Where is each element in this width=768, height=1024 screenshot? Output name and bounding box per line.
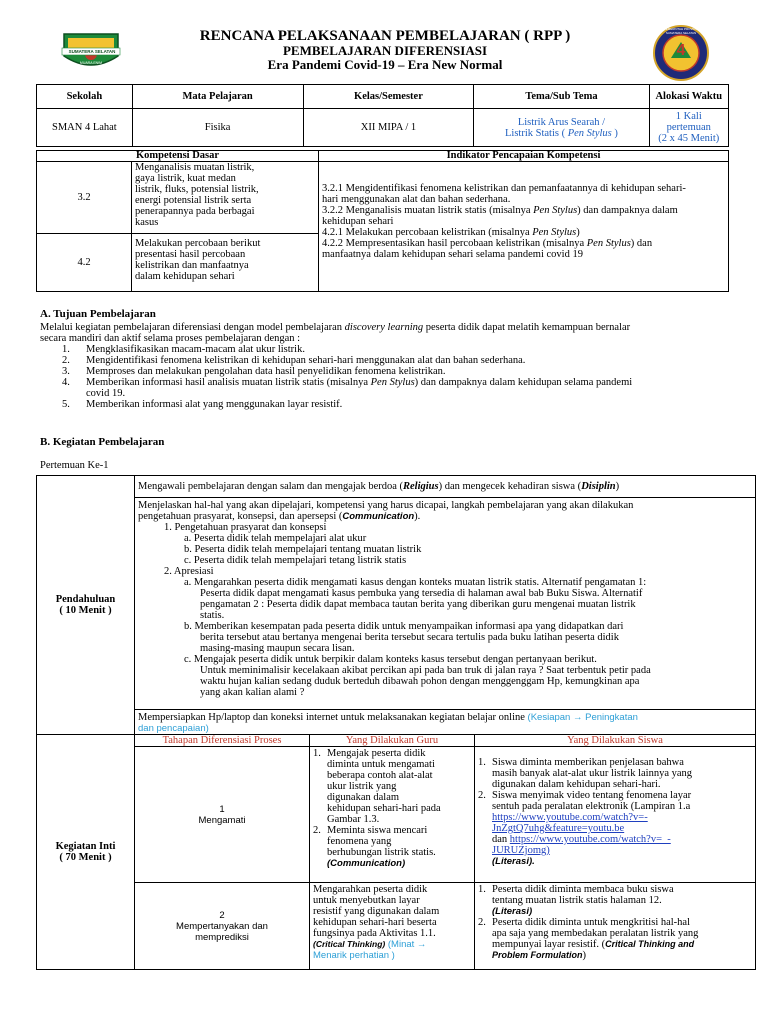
step-2-number: 2 (219, 909, 225, 921)
intro-text: peserta didik dapat melatih kemampuan bernalar (423, 322, 631, 333)
intro-text: Melalui kegiatan pembelajaran diferensiasi dengan model pembelajaran (40, 322, 345, 333)
activities-table (36, 475, 756, 970)
step-2-name: memprediksi (195, 931, 249, 943)
step-2-name: Mempertanyakan dan (176, 920, 268, 932)
student-text: ) (582, 950, 587, 961)
kesiapan-label-cont: dan pencapaian) (138, 723, 209, 734)
section-a-heading: A. Tujuan Pembelajaran (40, 308, 156, 320)
col-header-siswa: Yang Dilakukan Siswa (475, 735, 756, 747)
time-line-2: pertemuan (666, 122, 711, 133)
teacher-line: beberapa contoh alat-alat (327, 770, 433, 781)
ipk-pen-stylus: Pen Stylus (586, 238, 631, 249)
section-a-intro (40, 322, 740, 333)
apersepsi-title: 2. Apresiasi (164, 566, 214, 577)
intro-row-2 (135, 498, 756, 710)
teacher-line: Meminta siswa mencari (327, 825, 428, 836)
teacher-line: diminta untuk mengamati (327, 759, 435, 770)
class-value: XII MIPA / 1 (303, 109, 474, 147)
kd1-line: penerapannya pada berbagai (135, 206, 255, 217)
step-1-cell (135, 747, 310, 883)
apersepsi-item: Peserta didik dapat mengamati kasus pembuka yang tersedia di halaman awal bab Buku Siswa. Alternatif (200, 588, 643, 599)
inti-label: Kegiatan Inti (55, 841, 116, 852)
student-line: tentang muatan listrik statis halaman 12. (492, 895, 662, 906)
info-table (36, 84, 729, 147)
student-line: masih banyak alat-alat ukur listrik lainnya yang (492, 768, 693, 779)
kd-header: Kompetensi Dasar (37, 151, 319, 162)
intro-row-1 (135, 476, 756, 498)
teacher-line: kehidupan sehari-hari beserta (313, 917, 437, 928)
teacher-step-1: 1. Mengajak peserta didik diminta untuk mengamati beberapa contoh alat-alat ukur listrik yang digunakan dalam kehidupan sehari-hari pada Gambar 1.3. 2. Meminta siswa mencari fenomena yang berhubungan listrik statis. (Communication) (310, 747, 475, 883)
minat-label-cont: Menarik perhatian ) (313, 950, 395, 961)
prerequisite-title: 1. Pengetahuan prasyarat dan konsepsi (164, 522, 327, 533)
apersepsi-item: yang akan kalian alami ? (200, 687, 305, 698)
youtube-link-1-cont[interactable]: JnZgtQ7uhg&feature=youtu.be (492, 823, 625, 834)
pendahuluan-cell (37, 476, 135, 735)
step-1-name: Mengamati (198, 814, 246, 826)
objective-item: 4. Memberikan informasi hasil analisis muatan listrik statis (misalnya Pen Stylus) dan dampaknya dalam kehidupan selama pandemi (62, 377, 633, 388)
ipk-item: kehidupan sehari (322, 216, 394, 227)
apersepsi-item: a. Mengarahkan peserta didik mengamati kasus dengan konteks muatan listrik statis. Alternatif pengamatan 1: (184, 577, 647, 588)
student-text: mempunyai layar resistif. ( (492, 939, 606, 950)
ipk-item: manfaatnya dalam kehidupan sehari selama pandemi covid 19 (322, 249, 583, 260)
student-line: Siswa menyimak video tentang fenomena layar (492, 790, 692, 801)
student-line: digunakan dalam kehidupan sehari-hari. (492, 779, 661, 790)
ipk-item (322, 238, 725, 249)
section-a-body (40, 322, 740, 410)
pendahuluan-time: ( 10 Menit ) (59, 605, 112, 616)
minat-label: (Minat → (387, 939, 427, 950)
objective-item: 2. Mengidentifikasi fenomena kelistrikan di kehidupan sehari-hari menggunakan alat dan bahan sederhana. (62, 355, 526, 366)
objective-pen-stylus: Pen Stylus (370, 377, 415, 388)
meeting-label: Pertemuan Ke-1 (40, 460, 109, 471)
page-title: RENCANA PELAKSANAAN PEMBELAJARAN ( RPP ) (199, 28, 571, 44)
disiplin-label: Disiplin (581, 481, 616, 492)
kd1-line: kasus (135, 217, 159, 228)
ipk-text-part: ) (576, 227, 580, 238)
kd1-line: energi potensial listrik serta (135, 195, 252, 206)
header-alokasi-waktu: Alokasi Waktu (649, 85, 728, 109)
page-era: Era Pandemi Covid-19 – Era New Normal (267, 57, 503, 72)
critical-thinking-label: (Critical Thinking) (313, 939, 386, 949)
kd2-number: 4.2 (37, 234, 132, 292)
kd1-number: 3.2 (37, 162, 132, 234)
teacher-line: fungsinya pada Aktivitas 1.1. (313, 928, 436, 939)
objective-item: 5. Memberikan informasi alat yang menggunakan layar resistif. (62, 399, 343, 410)
ipk-pen-stylus: Pen Stylus (532, 227, 577, 238)
left-logo-sub: MUARA ENIM (79, 61, 103, 65)
ipk-item: 3.2.1 Mengidentifikasi fenomena kelistrikan dan pemanfaatannya di kehidupan sehari- (322, 183, 686, 194)
kd1-text (132, 162, 319, 234)
theme-line-2-text: Listrik Statis ( (505, 127, 568, 139)
objective-text: Memberikan informasi alat yang menggunakan layar resistif. (86, 399, 343, 410)
prerequisite-item: b. Peserta didik telah mempelajari tentang muatan listrik (184, 544, 422, 555)
objective-text: Memberikan informasi hasil analisis muatan listrik statis (misalnya (86, 377, 371, 388)
prerequisite-item: c. Peserta didik telah mempelajari tetang listrik statis (184, 555, 407, 566)
ipk-pen-stylus: Pen Stylus (533, 205, 578, 216)
row1-text: ) (615, 481, 620, 492)
kd2-line: dalam kehidupan sehari (135, 271, 235, 282)
ipk-header: Indikator Pencapaian Kompetensi (319, 151, 729, 162)
literasi-label: (Literasi). (492, 856, 535, 867)
youtube-link-2[interactable]: https://www.youtube.com/watch?v=_- (509, 834, 671, 845)
kd-table (36, 150, 729, 292)
teacher-line: untuk menyebutkan layar (313, 895, 420, 906)
ctpf-label-cont: Problem Formulation (492, 950, 583, 960)
kd1-line: Menganalisis muatan listrik, (135, 162, 255, 173)
student-line: Siswa diminta memberikan penjelasan bahwa (492, 757, 684, 768)
student-line: Peserta didik diminta membaca buku siswa (492, 884, 674, 895)
kd1-line: gaya listrik, kuat medan (135, 173, 236, 184)
student-line: sentuh pada peralatan elektronik (Lampiran 1.a (492, 801, 691, 812)
religius-label: Religius (403, 481, 439, 492)
teacher-step-2 (310, 883, 475, 970)
kd1-line: listrik, fluks, potensial listrik, (135, 184, 259, 195)
theme-line-2-end: ) (611, 127, 618, 139)
student-step-2: 1. Peserta didik diminta membaca buku siswa tentang muatan listrik statis halaman 12. (Literasi) 2. Peserta didik diminta untuk mengkritisi hal-hal apa saja yang membedakan peralatan listrik yang mempunyai layar resistif. (Critical Thinking and Problem Formulation) (475, 883, 756, 970)
communication-label: (Communication) (327, 858, 406, 869)
ipk-text-part: ) dan dampaknya dalam (577, 205, 678, 216)
kd2-text (132, 234, 319, 292)
step-1-number: 1 (219, 803, 225, 815)
ipk-text-part: 4.2.1 Melakukan percobaan kelistrikan (misalnya (322, 227, 533, 238)
teacher-line: digunakan dalam (327, 792, 400, 803)
apersepsi-item: waktu hujan kalian sedang duduk berteduh dibawah pohon dengan menggenggam Hp, kemungkinan apa (200, 676, 640, 687)
teacher-line: fenomena yang (327, 836, 392, 847)
ipk-item (322, 227, 725, 238)
row2-text: pengetahuan prasyarat, konsepsi, dan apersepsi ( (138, 511, 343, 522)
apersepsi-item: berita tersebut atau bertanya mengenai berita tersebut secara tertulis pada buku latihan peserta didik (200, 632, 619, 643)
subject-value: Fisika (132, 109, 303, 147)
right-logo (652, 24, 710, 82)
right-logo-text: PEMERINTAH PROVINSI SUMATERA SELATAN (663, 27, 699, 35)
step-2-cell (135, 883, 310, 970)
kd2-line: kelistrikan dan manfaatnya (135, 260, 249, 271)
page-subtitle: PEMBELAJARAN DIFERENSIASI (282, 43, 488, 58)
left-logo (60, 30, 122, 70)
ipk-text-part: 3.2.2 Menganalisis muatan listrik statis (misalnya (322, 205, 534, 216)
student-text: dan (492, 834, 510, 845)
section-b-heading: B. Kegiatan Pembelajaran (40, 436, 165, 448)
ipk-text-part: ) dan (630, 238, 653, 249)
row2-line (138, 511, 752, 522)
student-line: apa saja yang membedakan peralatan listrik yang (492, 928, 699, 939)
objective-item: 1. Mengklasifikasikan macam-macam alat ukur listrik. (62, 344, 305, 355)
apersepsi-item: c. Mengajak peserta didik untuk berpikir dalam konteks kasus tersebut dengan pertanyaan berikut. (184, 654, 597, 665)
apersepsi-item: pengamatan 2 : Peserta didik dapat membaca tautan berita yang diberikan guru mengenai muatan listrik (200, 599, 636, 610)
teacher-line: berhubungan listrik statis. (327, 847, 436, 858)
apersepsi-item: masing-masing maupun secara lisan. (200, 643, 355, 654)
teacher-line: Gambar 1.3. (327, 814, 380, 825)
section-a-intro-2: secara mandiri dan aktif selama proses pembelajaran dengan : (40, 333, 301, 344)
communication-label: Communication (342, 511, 415, 522)
prerequisite-item: a. Peserta didik telah mempelajari alat ukur (184, 533, 367, 544)
left-logo-text: SUMATERA SELATAN (68, 49, 116, 54)
intro-row-3 (135, 710, 756, 735)
intro-discovery-learning: discovery learning (344, 322, 424, 333)
inti-cell (37, 735, 135, 970)
ipk-text (319, 162, 729, 292)
teacher-line: kehidupan sehari-hari pada (327, 803, 441, 814)
teacher-line: ukur listrik yang (327, 781, 397, 792)
kd2-line: presentasi hasil percobaan (135, 249, 246, 260)
teacher-line: Mengajak peserta didik (327, 748, 426, 759)
objective-text: ) dan dampaknya dalam kehidupan selama pandemi (414, 377, 633, 388)
kesiapan-label: (Kesiapan → Peningkatan (527, 712, 638, 723)
apersepsi-item: Untuk meminimalisir kecelakaan akibat percikan api pada ban truk di jalan raya ? Saat terbentuk petir pada (200, 665, 651, 676)
header-sekolah: Sekolah (37, 85, 133, 109)
objective-text: Mengklasifikasikan macam-macam alat ukur listrik. (86, 344, 305, 355)
theme-line-2 (477, 128, 645, 139)
row2-text: ). (414, 511, 421, 522)
objective-text: Mengidentifikasi fenomena kelistrikan di kehidupan sehari-hari menggunakan alat dan bahan sederhana. (86, 355, 526, 366)
row3-text: Mempersiapkan Hp/laptop dan koneksi internet untuk melaksanakan kegiatan belajar online (138, 712, 528, 723)
theme-line-1: Listrik Arus Searah / (517, 116, 606, 128)
row1-text: Mengawali pembelajaran dengan salam dan mengajak berdoa ( (138, 481, 404, 492)
teacher-line: Mengarahkan peserta didik (313, 884, 428, 895)
objective-item-cont: covid 19. (86, 388, 126, 399)
time-line-1: 1 Kali (675, 111, 702, 122)
literasi-label: (Literasi) (492, 906, 533, 917)
header-kelas-semester: Kelas/Semester (303, 85, 474, 109)
theme-pen-stylus: Pen Stylus (567, 127, 612, 139)
kd2-line: Melakukan percobaan berikut (135, 238, 261, 249)
ipk-item: hari menggunakan alat dan bahan sederhana. (322, 194, 511, 205)
student-line: Peserta didik diminta untuk mengkritisi hal-hal (492, 917, 691, 928)
teacher-line: resistif yang digunakan dalam (313, 906, 440, 917)
col-header-guru: Yang Dilakukan Guru (310, 735, 475, 747)
time-line-3: (2 x 45 Menit) (658, 133, 720, 144)
apersepsi-item: statis. (200, 610, 225, 621)
youtube-link-1[interactable]: https://www.youtube.com/watch?v=- (492, 812, 648, 823)
ipk-text-part: 4.2.2 Mempresentasikan hasil percobaan kelistrikan (misalnya (322, 238, 587, 249)
objective-text: Memproses dan melakukan pengolahan data hasil penyelidikan fenomena kelistrikan. (86, 366, 446, 377)
inti-time: ( 70 Menit ) (59, 852, 112, 863)
ipk-item (322, 205, 725, 216)
theme-value (474, 109, 649, 147)
row1-text: ) dan mengecek kehadiran siswa ( (438, 481, 582, 492)
student-step-1: 1. Siswa diminta memberikan penjelasan bahwa masih banyak alat-alat ukur listrik lainnya yang digunakan dalam kehidupan sehari-hari. 2. Siswa menyimak video tentang fenomena layar sentuh pada peralatan elektronik (Lampiran 1.a https://www.youtube.com/watch?v=- JnZgtQ7uhg&feature=youtu.be dan https://www.youtube.com/watch?v=_- JURUZjomg) (Literasi). (475, 747, 756, 883)
right-logo-mark: 4 (676, 42, 686, 59)
header-tema: Tema/Sub Tema (474, 85, 649, 109)
apersepsi-item: b. Memberikan kesempatan pada peserta didik untuk menyampaikan informasi apa yang didapatkan dari (184, 621, 624, 632)
objective-item: 3. Memproses dan melakukan pengolahan data hasil penyelidikan fenomena kelistrikan. (62, 366, 446, 377)
pendahuluan-label: Pendahuluan (55, 594, 116, 605)
youtube-link-2-cont[interactable]: JURUZjomg) (492, 845, 550, 856)
row2-line: Menjelaskan hal-hal yang akan dipelajari, kompetensi yang harus dicapai, langkah pembelajaran yang akan dilakukan (138, 500, 634, 511)
school-value: SMAN 4 Lahat (37, 109, 133, 147)
header-mata-pelajaran: Mata Pelajaran (132, 85, 303, 109)
time-value (649, 109, 728, 147)
col-header-tahapan: Tahapan Diferensiasi Proses (135, 735, 310, 747)
ctpf-label: Critical Thinking and (605, 939, 695, 949)
